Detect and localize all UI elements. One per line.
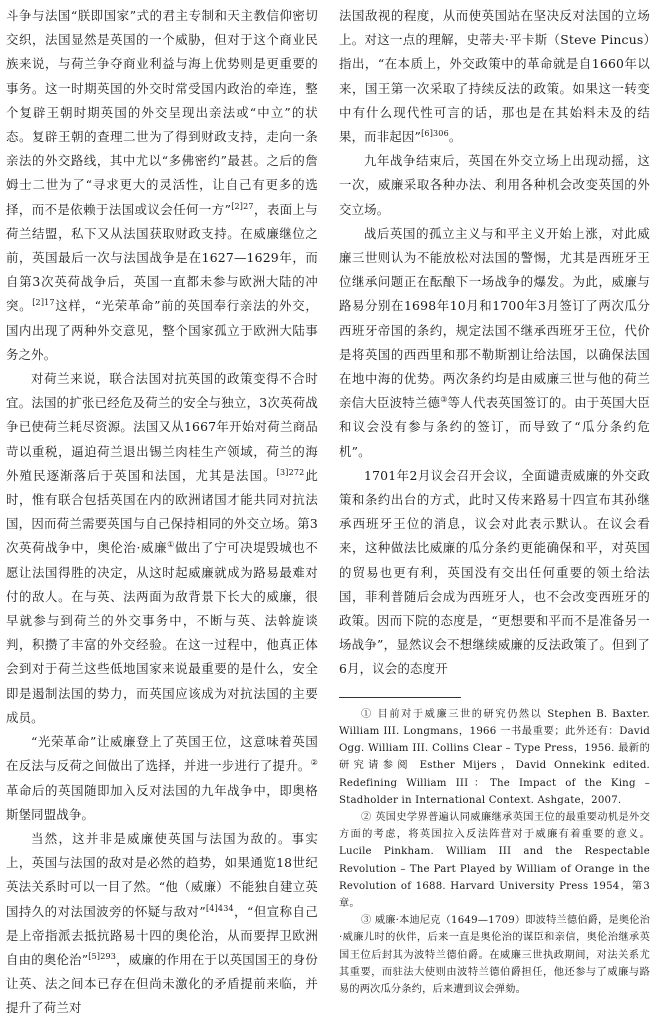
left-column <box>6 4 318 1021</box>
citation: [6]306 <box>421 129 449 139</box>
footnote: ② 英国史学界普遍认同威廉继承英国王位的最重要动机是外交方面的考虑，将英国拉入反法阵营对于威廉有着重要的意义。Lucile Pinkham. William III and the Respectable Revolution – The Part Played by William of Orange in the Revolution of 1688. Harvard University Press 1954，第3章。 <box>339 811 650 909</box>
footnote-marker[interactable]: ① <box>167 540 175 550</box>
citation: [3]272 <box>276 467 305 477</box>
footnote: ① 目前对于威廉三世的研究仍然以 Stephen B. Baxter. William III. Longmans，1966 一书最重要；此外还有：David Ogg. William III. Collins Clear – Type Press，1956. 最新的研究请参阅 Esther Mijers，David Onnekink edited. Redefining William III：The Impact of the King – Stadholder in International Context. Ashgate，2007. <box>339 708 650 806</box>
citation: [5]293 <box>88 951 117 961</box>
paragraph: 当然，这并非是威廉使英国与法国为敌的。事实上，英国与法国的敌对是必然的趋势，如果通览18世纪英法关系时可以一目了然。“他（威廉）不能独自建立英国持久的对法国波旁的怀疑与敌对”$^{[4]434}$，“但宣称自己是上帝指派去抵抗路易十四的奥伦治，从而要捍卫欧洲自由的奥伦治”$^{[5]293}$，威廉的作用在于以英国国王的身份让英、法之间本已存在但尚未激化的矛盾提前来临，并提升了荷兰对 <box>6 830 319 1016</box>
footnote-divider <box>339 697 461 698</box>
citation: [2]27 <box>231 201 254 211</box>
paragraph: 1701年2月议会召开会议，全面谴责威廉的外交政策和条约出台的方式，此时又传来路易十四宣布其孙继承西班牙王位的消息，议会对此表示默认。在议会看来，这种做法比威廉的瓜分条约更能确保和平，对英国的贸易也更有利，英国没有交出任何重要的领土给法国，菲利普随后会成为西班牙人，也不会改变西班牙的政策。因而下院的态度是，“更想要和平而不是准备另一场战争”，显然议会不想继续威廉的反法政策了。但到了6月，议会的态度开 <box>339 467 650 677</box>
footnote-marker[interactable]: ③ <box>440 395 448 405</box>
citation: [4]434 <box>205 903 234 913</box>
footnote-marker[interactable]: ② <box>310 758 318 768</box>
paragraph: 战后英国的孤立主义与和平主义开始上涨，对此威廉三世则认为不能放松对法国的警惕，尤其是西班牙王位继承问题正在酝酿下一场战争的爆发。为此，威廉与路易分别在1698年10月和1700年3月签订了两次瓜分西班牙帝国的条约，规定法国不继承西班牙王位，代价是将英国的西西里和那不勒斯割让给法国，以确保法国在地中海的优势。两次条约均是由威廉三世与他的荷兰亲信大臣波特兰德③等人代表英国签订的。由于英国大臣和议会没有参与条约的签订，而导致了“瓜分条约危机”。 <box>339 225 651 459</box>
paragraph: “光荣革命”让威廉登上了英国王位，这意味着英国在反法与反荷之间做出了选择，并进一步进行了提升。② 革命后的英国随即加入反对法国的九年战争中，即奥格斯堡同盟战争。 <box>6 734 318 822</box>
paragraph: 斗争与法国“朕即国家”式的君主专制和天主教信仰密切交织，法国显然是英国的一个威胁，但对于这个商业民族来说，与荷兰争夺商业利益与海上优势则是更重要的事务。这一时期英国的外交时常受国内政治的牵连，整个复辟王朝时期英国的外交呈现出亲法或“中立”的状态。复辟王朝的查理二世为了得到财政支持，走向一条亲法的外交路线，其中尤以“多佛密约”最甚。之后的詹姆士二世为了“寻求更大的灵活性，让自己有更多的选择，而不是依赖于法国或议会任何一方”$^{[2]27}$，表面上与荷兰结盟，私下又从法国获取财政支持。在威廉继位之前，英国最后一次与法国战争是在1627—1629年，而自第3次英荷战争后，英国一直都未参与欧洲大陆的冲突。$^{[2]17}$这样，“光荣革命”前的英国奉行亲法的外交，国内出现了两种外交意见，整个国家孤立于欧洲大陆事务之外。 <box>6 8 319 362</box>
right-column <box>339 4 650 998</box>
paragraph: 九年战争结束后，英国在外交立场上出现动摇，这一次，威廉采取各种办法、利用各种机会改变英国的外交立场。 <box>339 153 650 217</box>
paragraph: 法国敌视的程度，从而使英国站在坚决反对法国的立场上。对这一点的理解，史蒂夫·平卡斯（Steve Pincus）指出，“在本质上，外交政策中的革命就是自1660年以来，国王第一次采取了持续反法的政策。如果这一转变中有什么现代性可言的话，那也是在其始料未及的结果，而非起因”$^{[6]306}$。 <box>339 8 650 145</box>
citation: [2]17 <box>32 298 55 308</box>
footnote: ③ 威廉·本迪尼克（1649—1709）即波特兰德伯爵，是奥伦治·威廉儿时的伙伴，后来一直是奥伦治的谋臣和亲信，奥伦治继承英国王位后封其为波特兰德伯爵。在威廉三世执政期间，对法关系尤其重要，而驻法大使则由波特兰德伯爵担任，他还参与了威廉与路易的两次瓜分条约，后来遭到议会弹劾。 <box>339 915 650 995</box>
paragraph: 对荷兰来说，联合法国对抗英国的政策变得不合时宜。法国的扩张已经危及荷兰的安全与独立，3次英荷战争已使荷兰耗尽资源。法国又从1667年开始对荷兰商品苛以重税，逼迫荷兰退出锡兰肉桂生产领域，荷兰的海外殖民逐渐落后于英国和法国，尤其是法国。$^{[3]272}$此时，惟有联合包括英国在内的欧洲诸国才能共同对抗法国，因而荷兰需要英国与自己保持相同的外交立场。第3次英荷战争中，奥伦治·威廉①做出了宁可决堤毁城也不愿让法国得胜的决定，从这时起威廉就成为路易最难对付的敌人。在与英、法两面为敌背景下长大的威廉，很早就参与到荷兰的外交事务中，不断与英、法斡旋谈判，积攒了丰富的外交经验。在这一过程中，他真正体会到对于荷兰这些低地国家来说最重要的是什么，安全即是遏制法国的势力，而英国应该成为对抗法国的主要成员。 <box>6 371 319 725</box>
